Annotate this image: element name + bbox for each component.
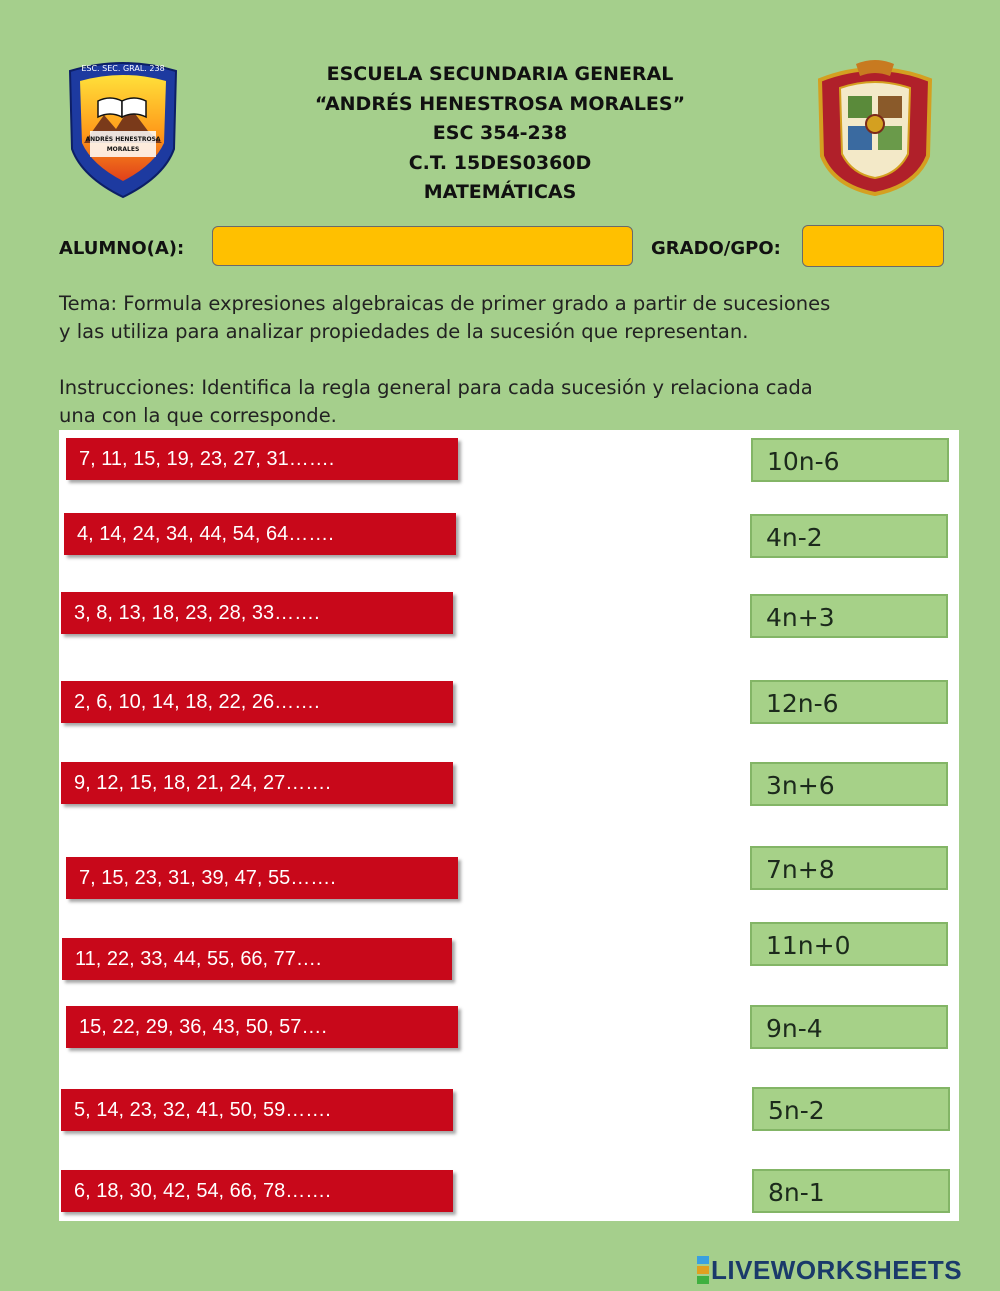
sequence-box-10[interactable]: 6, 18, 30, 42, 54, 66, 78……. — [61, 1170, 453, 1212]
rule-box-3[interactable]: 4n+3 — [750, 594, 948, 638]
instructions-line-1: Instrucciones: Identifica la regla general para cada sucesión y relaciona cada — [59, 376, 813, 399]
liveworksheets-logo-icon — [697, 1255, 709, 1285]
sequence-box-1[interactable]: 7, 11, 15, 19, 23, 27, 31……. — [66, 438, 458, 480]
school-header — [250, 60, 750, 208]
brand-text: LIVEWORKSHEETS — [711, 1254, 963, 1285]
rule-box-5[interactable]: 3n+6 — [750, 762, 948, 806]
sequence-box-9[interactable]: 5, 14, 23, 32, 41, 50, 59……. — [61, 1089, 453, 1131]
sequence-box-2[interactable]: 4, 14, 24, 34, 44, 54, 64……. — [64, 513, 456, 555]
student-label: ALUMNO(A): — [59, 238, 185, 259]
school-shield-logo — [64, 57, 182, 199]
school-type: ESCUELA SECUNDARIA GENERAL — [326, 63, 674, 85]
topic-line-2: y las utiliza para analizar propiedades de la sucesión que representan. — [59, 320, 749, 343]
grade-label: GRADO/GPO: — [651, 238, 781, 259]
subject-title: MATEMÁTICAS — [423, 181, 577, 203]
instructions-text — [59, 374, 959, 430]
logo-caption-2: MORALES — [106, 146, 140, 153]
sequence-box-6[interactable]: 7, 15, 23, 31, 39, 47, 55……. — [66, 857, 458, 899]
liveworksheets-brand — [697, 1255, 962, 1285]
rule-box-8[interactable]: 9n-4 — [750, 1005, 948, 1049]
grade-group-field[interactable] — [802, 225, 944, 267]
rule-box-6[interactable]: 7n+8 — [750, 846, 948, 890]
topic-text — [59, 290, 959, 346]
student-name-field[interactable] — [212, 226, 633, 266]
sequence-box-7[interactable]: 11, 22, 33, 44, 55, 66, 77…. — [62, 938, 452, 980]
rule-box-4[interactable]: 12n-6 — [750, 680, 948, 724]
rule-box-7[interactable]: 11n+0 — [750, 922, 948, 966]
rule-box-9[interactable]: 5n-2 — [752, 1087, 950, 1131]
school-name: “ANDRÉS HENESTROSA MORALES” — [314, 92, 686, 115]
school-code: ESC 354-238 — [432, 122, 568, 144]
rule-box-1[interactable]: 10n-6 — [751, 438, 949, 482]
logo-top-text: ESC. SEC. GRAL. 238 — [81, 64, 165, 73]
sequence-box-8[interactable]: 15, 22, 29, 36, 43, 50, 57…. — [66, 1006, 458, 1048]
sequence-box-5[interactable]: 9, 12, 15, 18, 21, 24, 27……. — [61, 762, 453, 804]
rule-box-10[interactable]: 8n-1 — [752, 1169, 950, 1213]
sequence-box-4[interactable]: 2, 6, 10, 14, 18, 22, 26……. — [61, 681, 453, 723]
sequence-box-3[interactable]: 3, 8, 13, 18, 23, 28, 33……. — [61, 592, 453, 634]
state-seal-logo — [812, 58, 938, 196]
topic-line-1: Tema: Formula expresiones algebraicas de primer grado a partir de sucesiones — [59, 292, 831, 315]
rule-box-2[interactable]: 4n-2 — [750, 514, 948, 558]
school-ct: C.T. 15DES0360D — [408, 151, 592, 174]
instructions-line-2: una con la que corresponde. — [59, 404, 337, 427]
logo-caption-1: ANDRÉS HENESTROSA — [85, 136, 161, 143]
